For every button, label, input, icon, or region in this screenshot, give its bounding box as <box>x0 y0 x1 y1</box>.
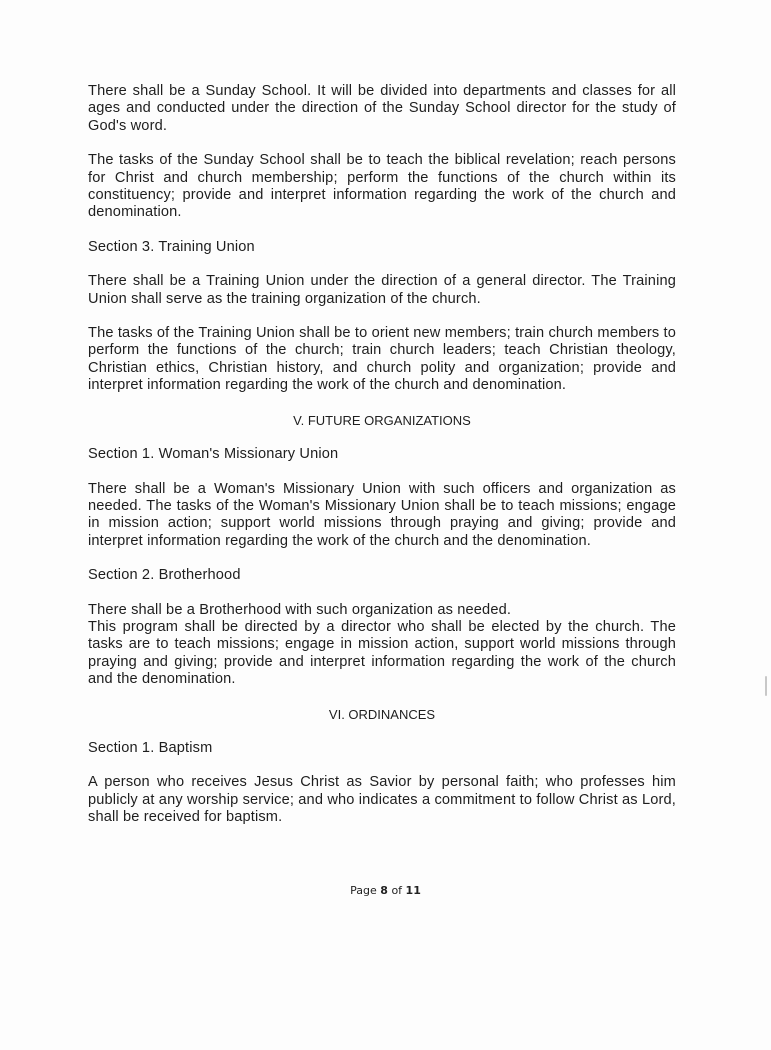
page-number <box>0 884 771 897</box>
brotherhood-body: This program shall be directed by a director who shall be elected by the church. The tasks are to teach missions; engage in mission action, support world missions through praying and giving; provide and interpret information regarding the work of the church and the denomination. <box>88 618 676 688</box>
baptism-heading: Section 1. Baptism <box>88 739 213 756</box>
page-number-total: 11 <box>405 884 421 897</box>
document-body <box>88 83 676 844</box>
ordinances-title: VI. ORDINANCES <box>328 706 436 722</box>
page-number-separator: of <box>391 884 403 897</box>
page-number-prefix: Page <box>350 884 377 897</box>
baptism-body: A person who receives Jesus Christ as Savior by personal faith; who professes him publicly at any worship service; and who indicates a commitment to follow Christ as Lord, shall be received for baptism. <box>88 774 676 826</box>
wmu-heading: Section 1. Woman's Missionary Union <box>88 446 339 463</box>
scan-edge-mark <box>765 676 767 696</box>
brotherhood-line1: There shall be a Brotherhood with such organization as needed. <box>88 601 512 618</box>
page-number-current: 8 <box>380 884 388 897</box>
future-organizations-title: V. FUTURE ORGANIZATIONS <box>293 412 471 428</box>
training-union-heading: Section 3. Training Union <box>88 238 255 255</box>
training-union-intro: There shall be a Training Union under the direction of a general director. The Training Union shall serve as the training organization of the church. <box>88 273 676 307</box>
sunday-school-tasks: The tasks of the Sunday School shall be to teach the biblical revelation; reach persons for Christ and church membership; perform the functions of the church within its constituency; provide and interpret information regarding the work of the church and denomination. <box>88 152 676 221</box>
sunday-school-intro: There shall be a Sunday School. It will be divided into departments and classes for all ages and conducted under the direction of the Sunday School director for the study of God's word. <box>88 83 676 134</box>
wmu-body: There shall be a Woman's Missionary Union with such officers and organization as needed. The tasks of the Woman's Missionary Union shall be to teach missions; engage in mission action; support world missions through praying and giving; provide and interpret information regarding the work of the church and the denomination. <box>88 480 676 549</box>
brotherhood-heading: Section 2. Brotherhood <box>88 567 241 584</box>
training-union-tasks: The tasks of the Training Union shall be to orient new members; train church members to perform the functions of the church; train church leaders; teach Christian theology, Christian ethics, Christian history, and church polity and organization; provide and interpret information regarding the work of the church and denomination. <box>88 325 676 394</box>
